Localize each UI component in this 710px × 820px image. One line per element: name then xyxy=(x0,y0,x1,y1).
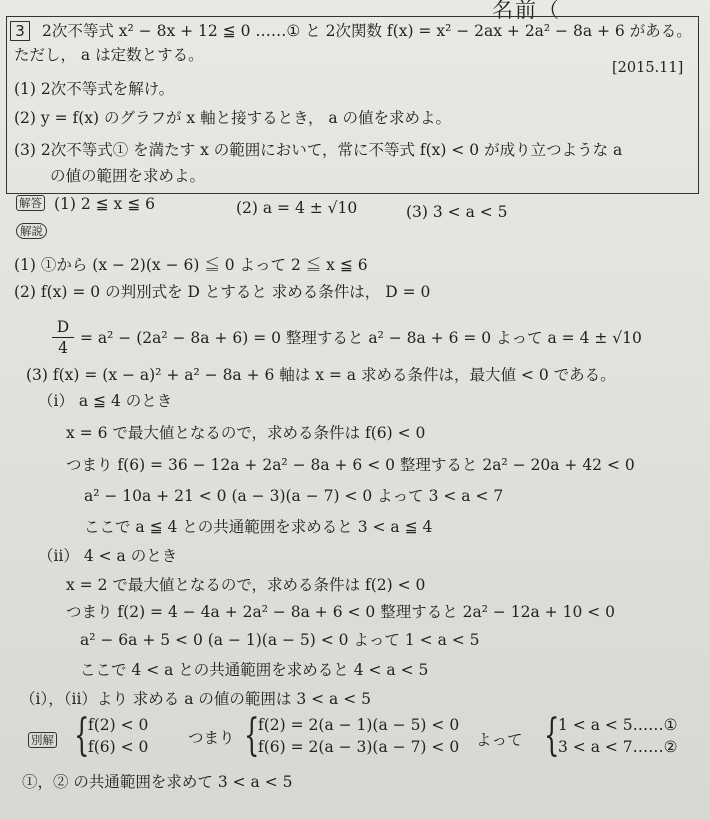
explanation-2: (2) f(x) = 0 の判別式を D とすると 求める条件は， D = 0 xyxy=(14,283,431,301)
answer-2: (2) a = 4 ± √10 xyxy=(236,199,358,217)
alt-condition-2: f(6) < 0 xyxy=(88,738,149,756)
case-2-title: （ⅱ） 4 < a のとき xyxy=(38,547,178,565)
case-1-line-2: つまり f(6) = 36 − 12a + 2a² − 8a + 6 < 0 整理すると 2a² − 20a + 42 < 0 xyxy=(66,456,635,474)
brace-left-2: { xyxy=(244,710,260,761)
alt-tsumari: つまり xyxy=(188,729,235,747)
question-1: (1) 2次不等式を解け。 xyxy=(14,80,175,98)
fraction-denominator: 4 xyxy=(58,339,68,358)
problem-condition: ただし， a は定数とする。 xyxy=(14,46,204,64)
case-2-line-1: x = 2 で最大値となるので，求める条件は f(2) < 0 xyxy=(66,576,426,594)
answer-3: (3) 3 < a < 5 xyxy=(406,203,508,221)
explanation-1: (1) ①から (x − 2)(x − 6) ≦ 0 よって 2 ≦ x ≦ 6 xyxy=(14,256,368,274)
alt-results xyxy=(558,714,678,758)
alt-solution-label: 別解 xyxy=(28,732,57,748)
explanation-3: = a² − (2a² − 8a + 6) = 0 整理すると a² − 8a + 6 = 0 よって a = 4 ± √10 xyxy=(80,329,642,347)
case-1-line-4: ここで a ≦ 4 との共通範囲を求めると 3 < a ≦ 4 xyxy=(84,518,433,536)
case-1-line-3: a² − 10a + 21 < 0 (a − 3)(a − 7) < 0 よって 3 < a < 7 xyxy=(84,487,504,505)
alt-solution-label-wrap xyxy=(28,731,61,751)
case-2-line-4: ここで 4 < a との共通範囲を求めると 4 < a < 5 xyxy=(80,661,429,679)
question-2: (2) y = f(x) のグラフが x 軸と接するとき， a の値を求めよ。 xyxy=(14,109,452,127)
fraction-numerator: D xyxy=(56,318,70,336)
case-2-line-2: つまり f(2) = 4 − 4a + 2a² − 8a + 6 < 0 整理すると 2a² − 12a + 10 < 0 xyxy=(66,603,616,621)
case-1-line-1: x = 6 で最大値となるので，求める条件は f(6) < 0 xyxy=(66,424,426,442)
alt-expanded-1: f(2) = 2(a − 1)(a − 5) < 0 xyxy=(258,716,460,734)
alt-result-1: 1 < a < 5……① xyxy=(558,716,678,734)
case-2-line-3: a² − 6a + 5 < 0 (a − 1)(a − 5) < 0 よって 1 < a < 5 xyxy=(80,631,480,649)
case-1-title: （ⅰ） a ≦ 4 のとき xyxy=(38,392,173,410)
answer-1: (1) 2 ≦ x ≦ 6 xyxy=(53,195,155,213)
explanation-4: (3) f(x) = (x − a)² + a² − 8a + 6 軸は x = a 求める条件は，最大値 < 0 である。 xyxy=(26,366,616,384)
fraction-d-over-4 xyxy=(52,318,74,357)
brace-left-3: { xyxy=(544,710,560,761)
alt-expanded-2: f(6) = 2(a − 3)(a − 7) < 0 xyxy=(258,738,460,756)
alt-final: ①，② の共通範囲を求めて 3 < a < 5 xyxy=(22,773,293,791)
question-3-cont: の値の範囲を求めよ。 xyxy=(50,167,206,185)
alt-expanded xyxy=(258,714,459,758)
problem-date: [2015.11] xyxy=(612,60,684,76)
problem-statement: 2次不等式 x² − 8x + 12 ≦ 0 ……① と 2次関数 f(x) = x² − 2ax + 2a² − 8a + 6 がある。 xyxy=(42,22,692,40)
question-3: (3) 2次不等式① を満たす x の範囲において，常に不等式 f(x) < 0 が成り立つような a xyxy=(14,141,623,159)
problem-number: 3 xyxy=(10,21,30,41)
fraction-bar xyxy=(52,337,74,338)
explanation-label: 解説 xyxy=(16,223,47,239)
alt-result-2: 3 < a < 7……② xyxy=(558,738,678,756)
name-label: 名前（ xyxy=(492,0,561,22)
alt-conditions xyxy=(88,714,148,758)
case-summary: （ⅰ），（ⅱ）より 求める a の値の範囲は 3 < a < 5 xyxy=(20,690,371,708)
alt-yotte: よって xyxy=(476,731,523,749)
brace-left-1: { xyxy=(74,710,90,761)
answer-row xyxy=(16,194,155,214)
alt-condition-1: f(2) < 0 xyxy=(88,716,149,734)
answer-label: 解答 xyxy=(16,195,45,211)
explanation-header xyxy=(16,222,51,242)
